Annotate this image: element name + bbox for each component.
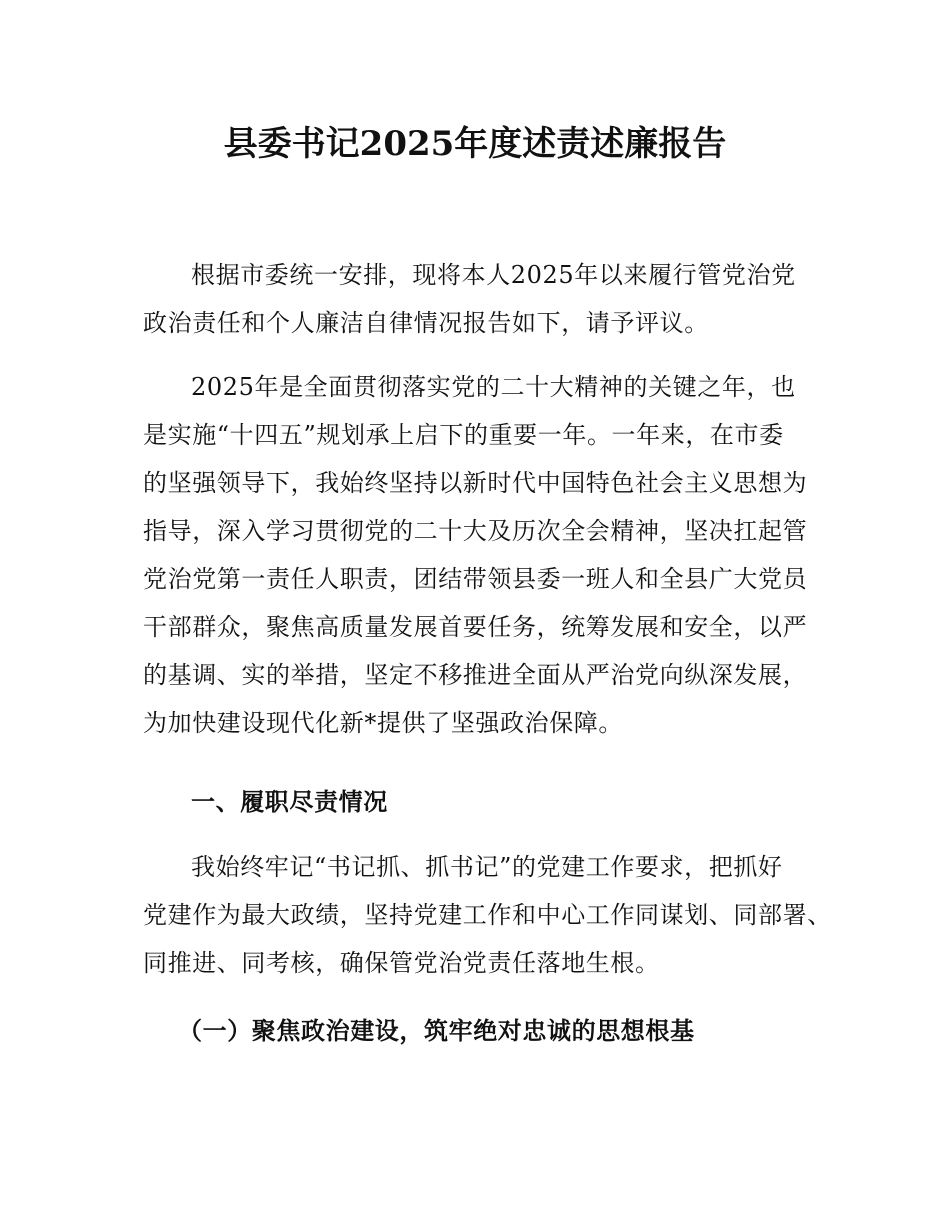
text-line: 党建作为最大政绩，坚持党建工作和中心工作同谋划、同部署、	[143, 901, 832, 929]
document-title: 县委书记2025年度述责述廉报告	[223, 124, 727, 164]
text-line: 是实施“十四五”规划承上启下的重要一年。一年来，在市委	[143, 421, 784, 449]
text-line: 党治党第一责任人职责，团结带领县委一班人和全县广大党员	[143, 565, 808, 593]
subsection-heading: （一）聚焦政治建设，筑牢绝对忠诚的思想根基	[178, 1016, 695, 1045]
text-line: 政治责任和个人廉洁自律情况报告如下，请予评议。	[143, 309, 709, 337]
text-line: 为加快建设现代化新*提供了坚强政治保障。	[143, 709, 623, 737]
text-line: 我始终牢记“书记抓、抓书记”的党建工作要求，把抓好	[191, 853, 783, 881]
text-line: 指导，深入学习贯彻党的二十大及历次全会精神，坚决扛起管	[143, 517, 808, 545]
section-heading: 一、履职尽责情况	[191, 787, 388, 816]
text-line: 干部群众，聚焦高质量发展首要任务，统筹发展和安全，以严	[143, 613, 808, 641]
text-line: 的基调、实的举措，坚定不移推进全面从严治党向纵深发展，	[143, 661, 808, 689]
text-line: 根据市委统一安排，现将本人2025年以来履行管党治党	[191, 261, 796, 289]
text-line: 的坚强领导下，我始终坚持以新时代中国特色社会主义思想为	[143, 469, 808, 497]
text-line: 2025年是全面贯彻落实党的二十大精神的关键之年，也	[191, 373, 796, 401]
text-line: 同推进、同考核，确保管党治党责任落地生根。	[143, 949, 660, 977]
